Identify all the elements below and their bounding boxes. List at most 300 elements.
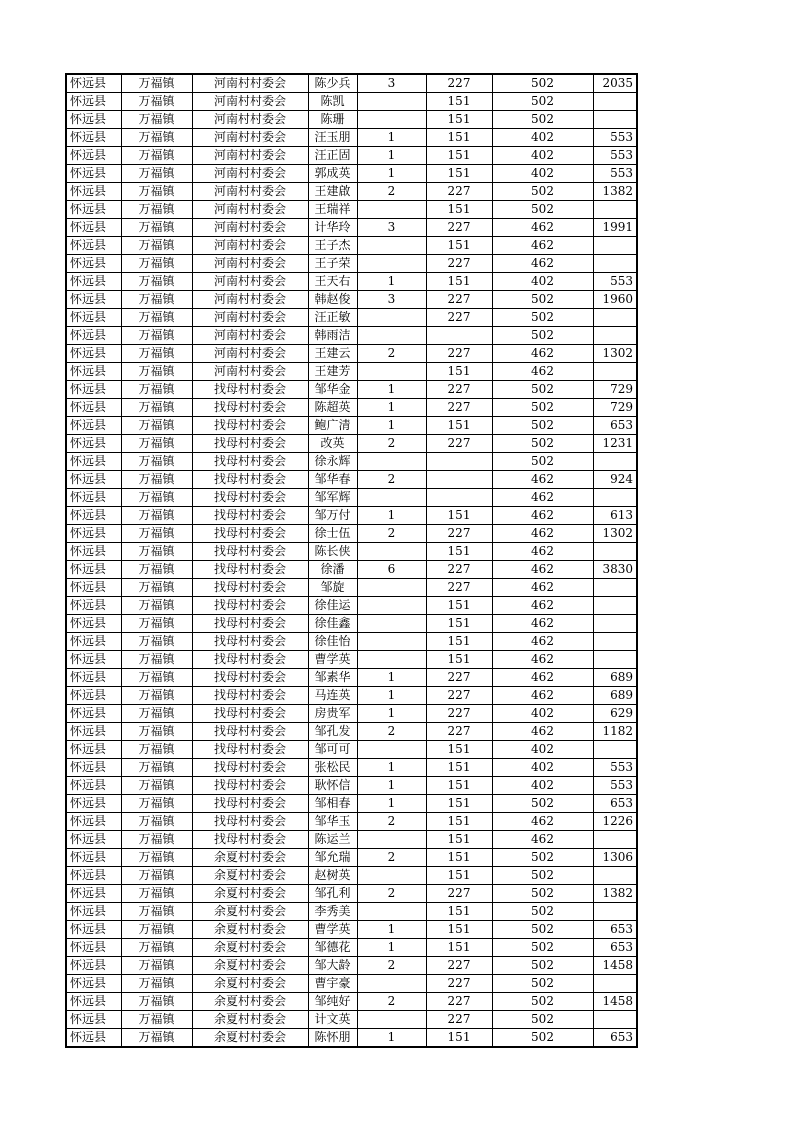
county-cell: 怀远县	[66, 543, 121, 561]
total-cell	[593, 579, 637, 597]
name-cell: 邹华春	[308, 471, 357, 489]
table-row	[66, 309, 637, 327]
village-cell: 河南村村委会	[192, 201, 308, 219]
name-cell: 房贵军	[308, 705, 357, 723]
value-a-cell: 151	[426, 165, 492, 183]
total-cell	[593, 93, 637, 111]
town-cell: 万福镇	[121, 363, 192, 381]
table-row	[66, 273, 637, 291]
count-cell: 2	[357, 723, 426, 741]
total-cell: 729	[593, 399, 637, 417]
village-cell: 河南村村委会	[192, 327, 308, 345]
table-row	[66, 74, 637, 93]
value-a-cell: 151	[426, 201, 492, 219]
table-row	[66, 849, 637, 867]
town-cell: 万福镇	[121, 813, 192, 831]
town-cell: 万福镇	[121, 993, 192, 1011]
count-cell: 1	[357, 759, 426, 777]
value-a-cell: 151	[426, 795, 492, 813]
name-cell: 王建云	[308, 345, 357, 363]
value-a-cell: 151	[426, 813, 492, 831]
county-cell: 怀远县	[66, 273, 121, 291]
town-cell: 万福镇	[121, 489, 192, 507]
count-cell	[357, 903, 426, 921]
value-a-cell: 151	[426, 849, 492, 867]
total-cell: 1991	[593, 219, 637, 237]
county-cell: 怀远县	[66, 813, 121, 831]
total-cell: 924	[593, 471, 637, 489]
count-cell	[357, 1011, 426, 1029]
village-cell: 找母村村委会	[192, 705, 308, 723]
county-cell: 怀远县	[66, 183, 121, 201]
town-cell: 万福镇	[121, 345, 192, 363]
value-b-cell: 502	[492, 867, 593, 885]
value-b-cell: 502	[492, 453, 593, 471]
value-b-cell: 462	[492, 813, 593, 831]
value-b-cell: 502	[492, 417, 593, 435]
value-b-cell: 502	[492, 327, 593, 345]
county-cell: 怀远县	[66, 74, 121, 93]
total-cell: 553	[593, 759, 637, 777]
total-cell: 689	[593, 687, 637, 705]
count-cell	[357, 633, 426, 651]
village-cell: 余夏村村委会	[192, 867, 308, 885]
county-cell: 怀远县	[66, 507, 121, 525]
value-b-cell: 462	[492, 597, 593, 615]
name-cell: 陈凯	[308, 93, 357, 111]
village-cell: 找母村村委会	[192, 777, 308, 795]
county-cell: 怀远县	[66, 327, 121, 345]
town-cell: 万福镇	[121, 903, 192, 921]
town-cell: 万福镇	[121, 255, 192, 273]
value-b-cell: 402	[492, 273, 593, 291]
count-cell: 1	[357, 777, 426, 795]
town-cell: 万福镇	[121, 1029, 192, 1048]
value-a-cell: 151	[426, 417, 492, 435]
name-cell: 邹孔发	[308, 723, 357, 741]
county-cell: 怀远县	[66, 525, 121, 543]
value-b-cell: 502	[492, 183, 593, 201]
total-cell: 653	[593, 921, 637, 939]
county-cell: 怀远县	[66, 975, 121, 993]
value-b-cell: 402	[492, 165, 593, 183]
town-cell: 万福镇	[121, 93, 192, 111]
count-cell: 1	[357, 147, 426, 165]
town-cell: 万福镇	[121, 74, 192, 93]
town-cell: 万福镇	[121, 597, 192, 615]
value-a-cell: 151	[426, 363, 492, 381]
value-a-cell	[426, 327, 492, 345]
town-cell: 万福镇	[121, 885, 192, 903]
value-b-cell: 502	[492, 309, 593, 327]
village-cell: 找母村村委会	[192, 561, 308, 579]
value-a-cell: 227	[426, 885, 492, 903]
total-cell	[593, 111, 637, 129]
town-cell: 万福镇	[121, 741, 192, 759]
village-cell: 找母村村委会	[192, 597, 308, 615]
town-cell: 万福镇	[121, 777, 192, 795]
name-cell: 陈珊	[308, 111, 357, 129]
table-row	[66, 867, 637, 885]
table-row	[66, 705, 637, 723]
count-cell: 6	[357, 561, 426, 579]
name-cell: 李秀美	[308, 903, 357, 921]
total-cell	[593, 1011, 637, 1029]
total-cell: 1306	[593, 849, 637, 867]
table-row	[66, 183, 637, 201]
total-cell: 1302	[593, 345, 637, 363]
name-cell: 陈运兰	[308, 831, 357, 849]
county-cell: 怀远县	[66, 345, 121, 363]
village-cell: 河南村村委会	[192, 183, 308, 201]
value-a-cell: 151	[426, 543, 492, 561]
name-cell: 邹华金	[308, 381, 357, 399]
town-cell: 万福镇	[121, 1011, 192, 1029]
county-cell: 怀远县	[66, 453, 121, 471]
village-cell: 找母村村委会	[192, 687, 308, 705]
total-cell: 653	[593, 417, 637, 435]
county-cell: 怀远县	[66, 147, 121, 165]
name-cell: 曹学英	[308, 921, 357, 939]
town-cell: 万福镇	[121, 831, 192, 849]
value-b-cell: 462	[492, 669, 593, 687]
value-a-cell: 151	[426, 921, 492, 939]
table-row	[66, 831, 637, 849]
town-cell: 万福镇	[121, 273, 192, 291]
count-cell	[357, 327, 426, 345]
value-a-cell	[426, 453, 492, 471]
table-row	[66, 255, 637, 273]
value-b-cell: 402	[492, 777, 593, 795]
value-b-cell: 502	[492, 903, 593, 921]
town-cell: 万福镇	[121, 309, 192, 327]
value-b-cell: 462	[492, 471, 593, 489]
total-cell	[593, 975, 637, 993]
table-row	[66, 939, 637, 957]
value-b-cell: 462	[492, 579, 593, 597]
value-a-cell: 227	[426, 957, 492, 975]
value-a-cell: 151	[426, 903, 492, 921]
town-cell: 万福镇	[121, 399, 192, 417]
count-cell	[357, 255, 426, 273]
town-cell: 万福镇	[121, 183, 192, 201]
village-cell: 找母村村委会	[192, 543, 308, 561]
count-cell	[357, 975, 426, 993]
county-cell: 怀远县	[66, 939, 121, 957]
county-cell: 怀远县	[66, 921, 121, 939]
value-b-cell: 502	[492, 111, 593, 129]
table-row	[66, 129, 637, 147]
value-b-cell: 462	[492, 633, 593, 651]
town-cell: 万福镇	[121, 417, 192, 435]
village-cell: 河南村村委会	[192, 345, 308, 363]
table-row	[66, 885, 637, 903]
name-cell: 郭成英	[308, 165, 357, 183]
village-cell: 找母村村委会	[192, 831, 308, 849]
village-cell: 余夏村村委会	[192, 1029, 308, 1048]
name-cell: 韩雨洁	[308, 327, 357, 345]
count-cell: 2	[357, 345, 426, 363]
value-b-cell: 462	[492, 363, 593, 381]
name-cell: 邹可可	[308, 741, 357, 759]
village-cell: 找母村村委会	[192, 453, 308, 471]
total-cell: 653	[593, 1029, 637, 1048]
count-cell	[357, 543, 426, 561]
count-cell: 1	[357, 507, 426, 525]
village-cell: 找母村村委会	[192, 759, 308, 777]
count-cell	[357, 489, 426, 507]
value-a-cell: 227	[426, 993, 492, 1011]
value-a-cell: 151	[426, 831, 492, 849]
village-cell: 找母村村委会	[192, 417, 308, 435]
count-cell: 1	[357, 795, 426, 813]
table-row	[66, 237, 637, 255]
value-a-cell: 227	[426, 74, 492, 93]
county-cell: 怀远县	[66, 579, 121, 597]
value-a-cell: 151	[426, 939, 492, 957]
village-cell: 找母村村委会	[192, 489, 308, 507]
table-row	[66, 345, 637, 363]
count-cell	[357, 597, 426, 615]
name-cell: 邹纯好	[308, 993, 357, 1011]
value-b-cell: 402	[492, 741, 593, 759]
county-cell: 怀远县	[66, 993, 121, 1011]
table-row	[66, 687, 637, 705]
table-row	[66, 813, 637, 831]
total-cell: 729	[593, 381, 637, 399]
count-cell: 2	[357, 885, 426, 903]
village-cell: 河南村村委会	[192, 273, 308, 291]
name-cell: 陈超英	[308, 399, 357, 417]
value-a-cell: 227	[426, 561, 492, 579]
county-cell: 怀远县	[66, 399, 121, 417]
name-cell: 徐佳鑫	[308, 615, 357, 633]
name-cell: 徐佳运	[308, 597, 357, 615]
total-cell: 689	[593, 669, 637, 687]
county-cell: 怀远县	[66, 867, 121, 885]
count-cell: 1	[357, 939, 426, 957]
count-cell: 3	[357, 219, 426, 237]
county-cell: 怀远县	[66, 597, 121, 615]
village-cell: 找母村村委会	[192, 399, 308, 417]
table-row	[66, 903, 637, 921]
value-a-cell: 227	[426, 669, 492, 687]
value-b-cell: 462	[492, 507, 593, 525]
value-a-cell: 227	[426, 579, 492, 597]
town-cell: 万福镇	[121, 435, 192, 453]
village-cell: 河南村村委会	[192, 237, 308, 255]
value-b-cell: 502	[492, 1029, 593, 1048]
count-cell: 1	[357, 399, 426, 417]
count-cell	[357, 111, 426, 129]
village-cell: 河南村村委会	[192, 363, 308, 381]
value-b-cell: 502	[492, 435, 593, 453]
count-cell: 2	[357, 957, 426, 975]
count-cell: 2	[357, 471, 426, 489]
county-cell: 怀远县	[66, 651, 121, 669]
value-a-cell: 151	[426, 777, 492, 795]
total-cell	[593, 867, 637, 885]
town-cell: 万福镇	[121, 705, 192, 723]
value-b-cell: 502	[492, 939, 593, 957]
total-cell: 653	[593, 795, 637, 813]
value-a-cell: 227	[426, 723, 492, 741]
total-cell: 553	[593, 129, 637, 147]
value-b-cell: 462	[492, 615, 593, 633]
name-cell: 徐士伍	[308, 525, 357, 543]
county-cell: 怀远县	[66, 687, 121, 705]
value-b-cell: 462	[492, 561, 593, 579]
value-a-cell: 227	[426, 345, 492, 363]
value-b-cell: 502	[492, 993, 593, 1011]
county-cell: 怀远县	[66, 723, 121, 741]
county-cell: 怀远县	[66, 381, 121, 399]
town-cell: 万福镇	[121, 471, 192, 489]
value-b-cell: 402	[492, 705, 593, 723]
town-cell: 万福镇	[121, 579, 192, 597]
count-cell: 2	[357, 525, 426, 543]
village-cell: 河南村村委会	[192, 129, 308, 147]
village-cell: 找母村村委会	[192, 507, 308, 525]
town-cell: 万福镇	[121, 453, 192, 471]
value-b-cell: 502	[492, 885, 593, 903]
value-b-cell: 502	[492, 921, 593, 939]
total-cell	[593, 543, 637, 561]
value-b-cell: 402	[492, 129, 593, 147]
town-cell: 万福镇	[121, 327, 192, 345]
village-cell: 找母村村委会	[192, 669, 308, 687]
name-cell: 徐佳怡	[308, 633, 357, 651]
table-row	[66, 975, 637, 993]
count-cell	[357, 309, 426, 327]
town-cell: 万福镇	[121, 615, 192, 633]
count-cell: 1	[357, 129, 426, 147]
total-cell	[593, 363, 637, 381]
name-cell: 邹大龄	[308, 957, 357, 975]
count-cell: 1	[357, 381, 426, 399]
total-cell: 553	[593, 777, 637, 795]
total-cell: 1382	[593, 183, 637, 201]
town-cell: 万福镇	[121, 525, 192, 543]
name-cell: 徐永辉	[308, 453, 357, 471]
data-table	[65, 73, 638, 1048]
county-cell: 怀远县	[66, 471, 121, 489]
value-b-cell: 502	[492, 795, 593, 813]
town-cell: 万福镇	[121, 633, 192, 651]
name-cell: 邹孔利	[308, 885, 357, 903]
village-cell: 找母村村委会	[192, 471, 308, 489]
table-row	[66, 147, 637, 165]
county-cell: 怀远县	[66, 741, 121, 759]
county-cell: 怀远县	[66, 201, 121, 219]
table-body	[66, 74, 637, 1047]
village-cell: 找母村村委会	[192, 741, 308, 759]
count-cell: 3	[357, 74, 426, 93]
name-cell: 耿怀信	[308, 777, 357, 795]
total-cell: 1382	[593, 885, 637, 903]
count-cell: 1	[357, 921, 426, 939]
count-cell: 1	[357, 687, 426, 705]
village-cell: 余夏村村委会	[192, 885, 308, 903]
value-a-cell	[426, 471, 492, 489]
table-row	[66, 471, 637, 489]
name-cell: 邹军辉	[308, 489, 357, 507]
count-cell: 3	[357, 291, 426, 309]
name-cell: 陈少兵	[308, 74, 357, 93]
name-cell: 鲍广清	[308, 417, 357, 435]
value-a-cell: 151	[426, 111, 492, 129]
name-cell: 王建啟	[308, 183, 357, 201]
value-b-cell: 462	[492, 687, 593, 705]
village-cell: 余夏村村委会	[192, 957, 308, 975]
county-cell: 怀远县	[66, 1029, 121, 1048]
count-cell: 2	[357, 993, 426, 1011]
name-cell: 赵树英	[308, 867, 357, 885]
table-row	[66, 507, 637, 525]
count-cell	[357, 201, 426, 219]
total-cell: 553	[593, 273, 637, 291]
value-a-cell: 151	[426, 651, 492, 669]
village-cell: 找母村村委会	[192, 435, 308, 453]
town-cell: 万福镇	[121, 687, 192, 705]
total-cell: 1182	[593, 723, 637, 741]
county-cell: 怀远县	[66, 957, 121, 975]
village-cell: 余夏村村委会	[192, 1011, 308, 1029]
name-cell: 邹德花	[308, 939, 357, 957]
value-a-cell: 227	[426, 255, 492, 273]
value-a-cell: 227	[426, 219, 492, 237]
value-b-cell: 502	[492, 975, 593, 993]
value-b-cell: 502	[492, 849, 593, 867]
name-cell: 邹素华	[308, 669, 357, 687]
total-cell	[593, 615, 637, 633]
county-cell: 怀远县	[66, 435, 121, 453]
total-cell: 1458	[593, 957, 637, 975]
count-cell: 1	[357, 417, 426, 435]
village-cell: 找母村村委会	[192, 795, 308, 813]
table-row	[66, 543, 637, 561]
name-cell: 改英	[308, 435, 357, 453]
village-cell: 河南村村委会	[192, 74, 308, 93]
name-cell: 陈怀朋	[308, 1029, 357, 1048]
town-cell: 万福镇	[121, 543, 192, 561]
county-cell: 怀远县	[66, 165, 121, 183]
total-cell	[593, 633, 637, 651]
table-row	[66, 561, 637, 579]
value-b-cell: 502	[492, 381, 593, 399]
county-cell: 怀远县	[66, 795, 121, 813]
value-a-cell: 151	[426, 633, 492, 651]
county-cell: 怀远县	[66, 417, 121, 435]
name-cell: 张松民	[308, 759, 357, 777]
total-cell: 553	[593, 165, 637, 183]
value-b-cell: 462	[492, 345, 593, 363]
value-b-cell: 462	[492, 237, 593, 255]
value-a-cell: 151	[426, 597, 492, 615]
town-cell: 万福镇	[121, 147, 192, 165]
value-b-cell: 502	[492, 1011, 593, 1029]
table-row	[66, 363, 637, 381]
village-cell: 余夏村村委会	[192, 903, 308, 921]
value-b-cell: 402	[492, 147, 593, 165]
name-cell: 邹华玉	[308, 813, 357, 831]
count-cell	[357, 615, 426, 633]
name-cell: 邹允瑞	[308, 849, 357, 867]
table-row	[66, 795, 637, 813]
town-cell: 万福镇	[121, 921, 192, 939]
town-cell: 万福镇	[121, 939, 192, 957]
table-row	[66, 489, 637, 507]
